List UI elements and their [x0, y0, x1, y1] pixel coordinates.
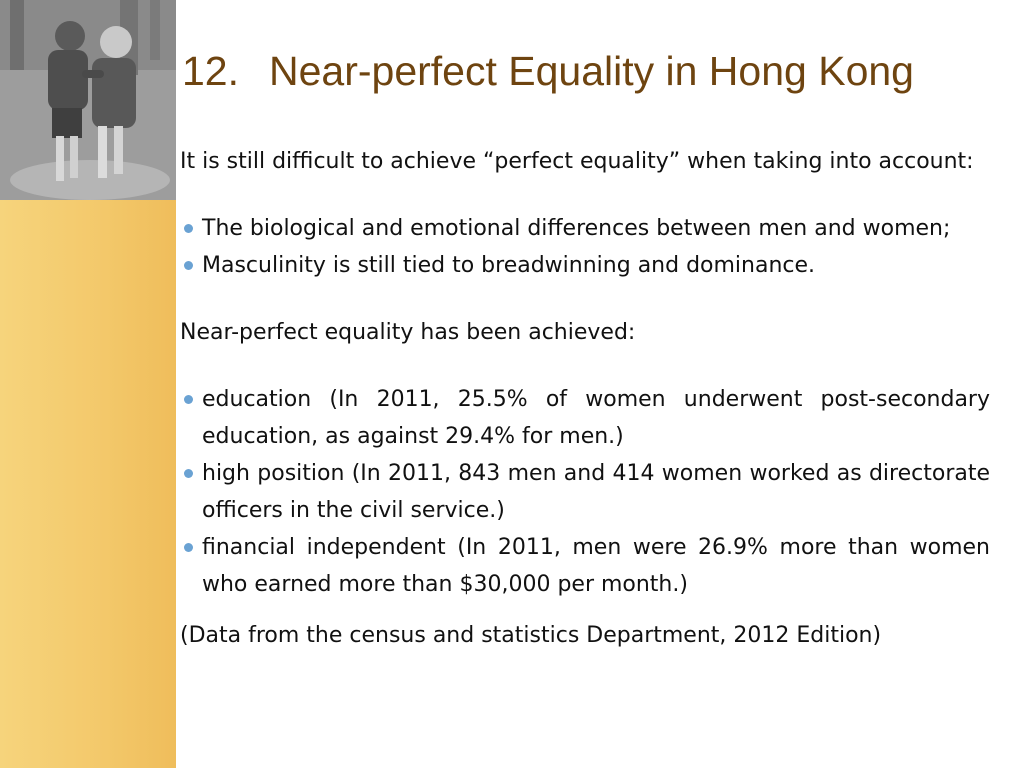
intro-paragraph: It is still difficult to achieve “perfect equality” when taking into account:: [180, 149, 974, 174]
children-photo: [0, 0, 176, 200]
list-item: education (In 2011, 25.5% of women underwent post-secondary education, as against 29.4% for men.): [180, 381, 990, 455]
achievement-list: [180, 381, 990, 603]
list-item: high position (In 2011, 843 men and 414 women worked as directorate officers in the civil service.): [180, 455, 990, 529]
list-item: The biological and emotional differences between men and women;: [180, 210, 990, 247]
difficulty-list: [180, 210, 990, 284]
slide-title-text: Near-perfect Equality in Hong Kong: [269, 48, 914, 94]
slide-title: [182, 48, 1022, 95]
children-walking-illustration: [0, 0, 176, 200]
slide-body: [180, 143, 990, 654]
achievement-heading: Near-perfect equality has been achieved:: [180, 320, 636, 345]
list-item: Masculinity is still tied to breadwinning and dominance.: [180, 247, 990, 284]
source-note: (Data from the census and statistics Department, 2012 Edition): [180, 623, 882, 648]
decorative-side-band: [0, 200, 176, 768]
list-item: financial independent (In 2011, men were 26.9% more than women who earned more than $30,000 per month.): [180, 529, 990, 603]
slide-number: 12.: [182, 48, 239, 94]
